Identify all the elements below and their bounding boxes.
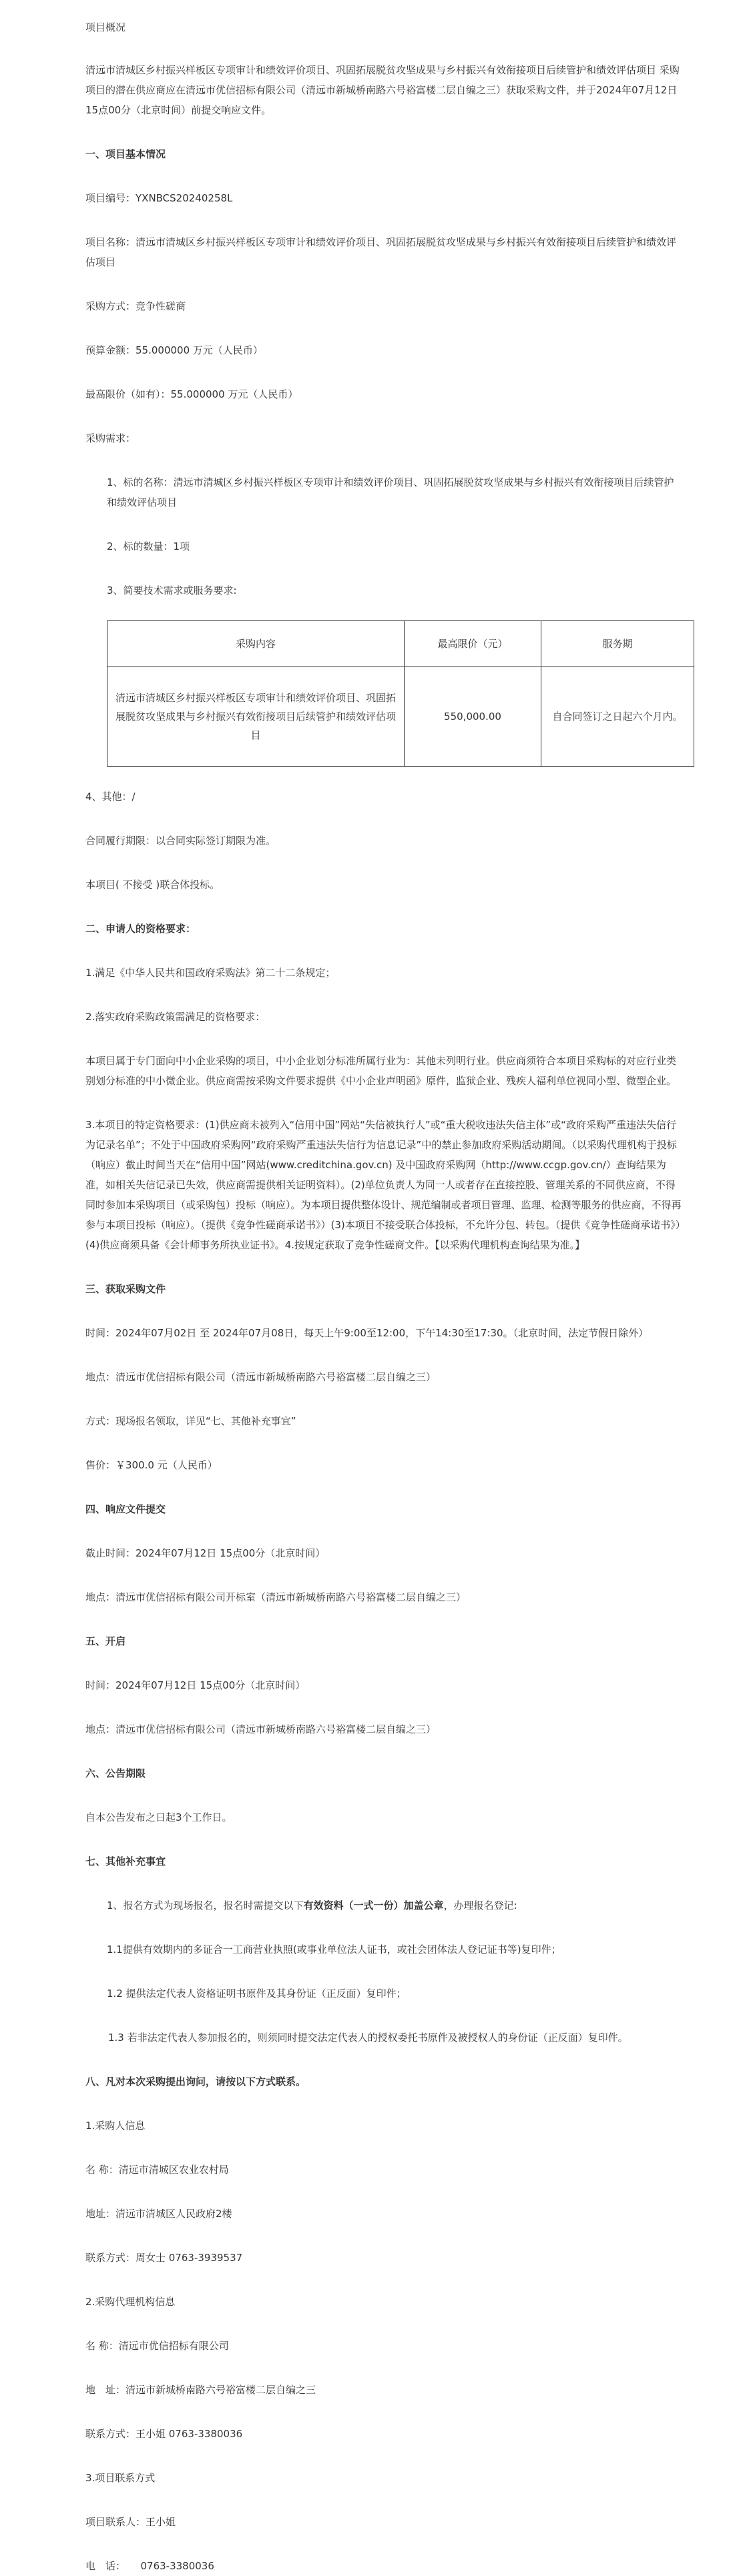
obtain-way: 方式：现场报名领取，详见“七、其他补充事宜”	[85, 1415, 296, 1427]
requirements-table	[107, 620, 694, 767]
table-cell-max-price: 550,000.00	[405, 667, 541, 767]
agent-title: 2.采购代理机构信息	[85, 2296, 176, 2308]
requirements-title: 采购需求：	[85, 432, 136, 444]
obtain-price: 售价：￥300.0 元（人民币）	[85, 1459, 218, 1471]
section-5-heading: 五、开启	[85, 1635, 126, 1647]
project-contact-title: 3.项目联系方式	[85, 2472, 156, 2484]
section-2-heading: 二、申请人的资格要求：	[85, 923, 196, 935]
table-header-max-price: 最高限价（元）	[405, 621, 541, 667]
table-header-service-period: 服务期	[541, 621, 694, 667]
section-6-heading: 六、公告期限	[85, 1767, 146, 1779]
project-name: 项目名称：清远市清城区乡村振兴样板区专项审计和绩效评价项目、巩固拓展脱贫攻坚成果与乡村振兴有效衔接项目后续管护和绩效评估项目	[85, 236, 677, 268]
qualification-2-text: 本项目属于专门面向中小企业采购的项目，中小企业划分标准所属行业为：其他未列明行业。供应商须符合本项目采购标的对应行业类别划分标准的中小微企业。供应商需按采购文件要求提供《中小企业声明函》原件，监狱企业、残疾人福利单位视同小型、微型企业。	[85, 1055, 677, 1087]
submit-deadline: 截止时间：2024年07月12日 15点00分（北京时间）	[85, 1547, 326, 1559]
agent-contact: 联系方式：王小姐 0763-3380036	[85, 2428, 243, 2440]
requirement-item-2: 2、标的数量：1项	[107, 540, 190, 552]
registration-item-1-1: 1.1提供有效期内的多证合一工商营业执照(或事业单位法人证书，或社会团体法人登记证书等)复印件；	[107, 1944, 561, 1956]
overview-text: 清远市清城区乡村振兴样板区专项审计和绩效评价项目、巩固拓展脱贫攻坚成果与乡村振兴有效衔接项目后续管护和绩效评估项目 采购项目的潜在供应商应在清远市优信招标有限公司（清远市新城桥南路六号裕富楼二层自编之三）获取采购文件，并于2024年07月12日 15点00分（北京时间）前提交响应文件。	[85, 64, 680, 116]
other-info: 4、其他：/	[85, 791, 136, 803]
budget-amount: 预算金额：55.000000 万元（人民币）	[85, 344, 263, 356]
registration-note	[85, 1895, 683, 1915]
procurement-method: 采购方式：竞争性磋商	[85, 300, 186, 312]
registration-note-post: ，办理报名登记:	[443, 1899, 517, 1911]
max-price: 最高限价（如有）：55.000000 万元（人民币）	[85, 388, 298, 400]
section-3-heading: 三、获取采购文件	[85, 1283, 166, 1295]
buyer-name: 名 称：清远市清城区农业农村局	[85, 2164, 229, 2176]
agent-address: 地 址：清远市新城桥南路六号裕富楼二层自编之三	[85, 2384, 316, 2396]
project-contact-person: 项目联系人：王小姐	[85, 2516, 176, 2528]
registration-item-1-2: 1.2 提供法定代表人资格证明书原件及其身份证（正反面）复印件；	[107, 1988, 407, 2000]
overview-title: 项目概况	[85, 21, 126, 33]
table-cell-content: 清远市清城区乡村振兴样板区专项审计和绩效评价项目、巩固拓展脱贫攻坚成果与乡村振兴有效衔接项目后续管护和绩效评估项目	[107, 667, 405, 767]
section-4-heading: 四、响应文件提交	[85, 1503, 166, 1515]
section-7-heading: 七、其他补充事宜	[85, 1855, 166, 1867]
submit-place: 地点：清远市优信招标有限公司开标室（清远市新城桥南路六号裕富楼二层自编之三）	[85, 1591, 467, 1603]
opening-place: 地点：清远市优信招标有限公司（清远市新城桥南路六号裕富楼二层自编之三）	[85, 1723, 437, 1735]
contract-period: 合同履行期限：以合同实际签订期限为准。	[85, 835, 276, 847]
requirement-item-3: 3、简要技术需求或服务要求:	[107, 584, 237, 596]
buyer-contact: 联系方式：周女士 0763-3939537	[85, 2252, 243, 2264]
requirement-item-1: 1、标的名称：清远市清城区乡村振兴样板区专项审计和绩效评价项目、巩固拓展脱贫攻坚成果与乡村振兴有效衔接项目后续管护和绩效评估项目	[107, 476, 674, 508]
section-1-heading: 一、项目基本情况	[85, 148, 166, 160]
registration-item-1-3: 1.3 若非法定代表人参加报名的，则须同时提交法定代表人的授权委托书原件及被授权人的身份证（正反面）复印件。	[108, 2032, 628, 2044]
table-row	[107, 667, 694, 767]
obtain-place: 地点：清远市优信招标有限公司（清远市新城桥南路六号裕富楼二层自编之三）	[85, 1371, 437, 1383]
buyer-address: 地址：清远市清城区人民政府2楼	[85, 2208, 232, 2220]
notice-period: 自本公告发布之日起3个工作日。	[85, 1811, 232, 1823]
qualification-2: 2.落实政府采购政策需满足的资格要求：	[85, 1011, 266, 1023]
project-number: 项目编号：YXNBCS20240258L	[85, 192, 233, 204]
consortium-note: 本项目( 不接受 )联合体投标。	[85, 879, 220, 891]
registration-note-bold: 有效资料（一式一份）加盖公章	[303, 1899, 444, 1911]
table-header-content: 采购内容	[107, 621, 405, 667]
agent-name: 名 称：清远市优信招标有限公司	[85, 2340, 229, 2352]
opening-time: 时间：2024年07月12日 15点00分（北京时间）	[85, 1679, 306, 1691]
qualification-3: 3.本项目的特定资格要求：(1)供应商未被列入“信用中国”网站“失信被执行人”或“重大税收违法失信主体”或“政府采购严重违法失信行为记录名单”；不处于中国政府采购网“政府采购严重违法失信行为信息记录”中的禁止参加政府采购活动期间。（以采购代理机构于投标（响应）截止时间当天在“信用中国”网站(www.creditchina.gov.cn) 及中国政府采购网（http://www.ccgp.gov.cn/）查询结果为准，如相关失信记录已失效，供应商需提供相关证明资料）。(2)单位负责人为同一人或者存在直接控股、管理关系的不同供应商，不得同时参加本采购项目（或采购包）投标（响应）。为本项目提供整体设计、规范编制或者项目管理、监理、检测等服务的供应商，不得再参与本项目投标（响应）。（提供《竞争性磋商承诺书》）(3)本项目不接受联合体投标，不允许分包、转包。（提供《竞争性磋商承诺书》）(4)供应商须具备《会计师事务所执业证书》。4.按规定获取了竞争性磋商文件。【以采购代理机构查询结果为准。】	[85, 1119, 682, 1251]
table-cell-service-period: 自合同签订之日起六个月内。	[541, 667, 694, 767]
registration-note-pre: 1、报名方式为现场报名，报名时需提交以下	[107, 1899, 304, 1911]
project-contact-phone: 电 话： 0763-3380036	[85, 2560, 214, 2572]
table-header-row	[107, 621, 694, 667]
section-8-heading: 八、凡对本次采购提出询问，请按以下方式联系。	[85, 2076, 306, 2088]
obtain-time: 时间：2024年07月02日 至 2024年07月08日，每天上午9:00至12:00，下午14:30至17:30。（北京时间，法定节假日除外）	[85, 1327, 649, 1339]
buyer-title: 1.采购人信息	[85, 2120, 146, 2132]
qualification-1: 1.满足《中华人民共和国政府采购法》第二十二条规定；	[85, 967, 336, 979]
